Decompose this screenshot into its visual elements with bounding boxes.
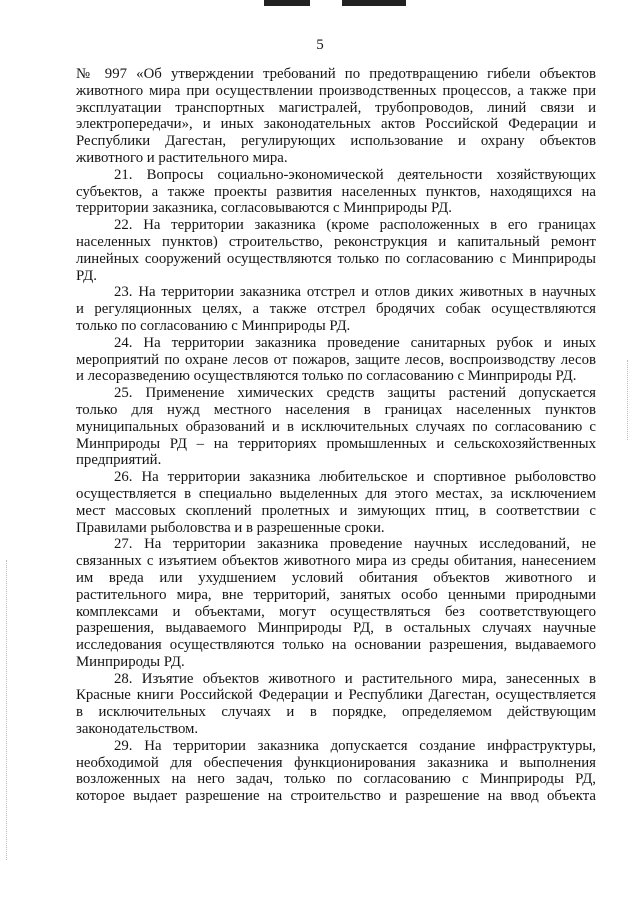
text-line: растительного мира, вне территорий, занятых особо ценными природными: [76, 586, 596, 603]
text-line: муниципальных образований и в исключительных случаях по согласованию с: [76, 418, 596, 435]
text-line: и лесоразведению осуществляются только по согласованию с Минприроды РД.: [76, 368, 577, 385]
text-line: № 997 «Об утверждении требований по предотвращению гибели объектов: [76, 66, 596, 82]
text-line: 23. На территории заказника отстрел и отлов диких животных в научных: [114, 284, 596, 301]
text-line: возложенных на него задач, только по согласованию с Минприроды РД,: [76, 771, 596, 788]
paragraph-25: [76, 385, 596, 469]
text-line: населенных пунктов) строительство, реконструкция и капитальный ремонт: [76, 233, 596, 250]
text-line: 29. На территории заказника допускается создание инфраструктуры,: [114, 737, 596, 754]
text-line: осуществляется в специально выделенных для этого местах, за исключением: [76, 485, 596, 502]
paragraph: [76, 66, 596, 167]
text-line: исследования осуществляются только на основании разрешения, выдаваемого: [76, 637, 596, 654]
scan-mark: [264, 0, 310, 6]
paragraph-27: [76, 536, 596, 670]
text-line: Минприроды РД – на территориях промышленных и сельскохозяйственных: [76, 435, 596, 452]
text-line: Республики Дагестан, регулирующих использование и охрану объектов: [76, 133, 596, 150]
paragraph-22: [76, 217, 596, 284]
scan-margin-marks: [627, 360, 634, 440]
text-line: электропередачи», и иных законодательных актов Российской Федерации и: [76, 116, 596, 133]
scan-mark: [342, 0, 406, 6]
paragraph-23: [76, 284, 596, 334]
text-line: только для нужд местного населения в границах населенных пунктов: [76, 401, 596, 418]
text-line: Минприроды РД.: [76, 653, 185, 670]
paragraph-29: [76, 738, 596, 805]
text-line: 26. На территории заказника любительское и спортивное рыболовство: [114, 469, 596, 486]
text-line: связанных с изъятием объектов животного мира из среды обитания, нанесением: [76, 553, 596, 570]
text-line: мест массовых скоплений пролетных и зимующих птиц, в соответствии с: [76, 502, 596, 519]
text-line: им вреда или ухудшением условий обитания объектов животного и: [76, 569, 596, 586]
text-line: разрешения, выдаваемого Минприроды РД, в остальных случаях научные: [76, 620, 596, 637]
text-line: РД.: [76, 267, 97, 284]
text-line: 21. Вопросы социально-экономической деятельности хозяйствующих: [114, 166, 596, 183]
text-line: территории заказника, согласовываются с Минприроды РД.: [76, 200, 452, 217]
text-line: только по согласованию с Минприроды РД.: [76, 317, 351, 334]
paragraph-24: [76, 335, 596, 385]
paragraph-21: [76, 167, 596, 217]
paragraph-26: [76, 469, 596, 536]
text-line: комплексами и объектами, могут осуществляться без соответствующего: [76, 603, 596, 620]
text-line: животного мира при осуществлении производственных процессов, а также при: [76, 82, 596, 99]
text-line: Красные книги Российской Федерации и Республики Дагестан, осуществляется: [76, 687, 596, 704]
text-line: 25. Применение химических средств защиты растений допускается: [114, 385, 596, 402]
text-line: в исключительных случаях и в порядке, определяемом действующим: [76, 704, 596, 721]
text-line: необходимой для обеспечения функционирования заказника и выполнения: [76, 754, 596, 771]
text-line: 22. На территории заказника (кроме расположенных в его границах: [114, 217, 596, 234]
text-line: 27. На территории заказника проведение научных исследований, не: [114, 536, 596, 553]
text-line: которое выдает разрешение на строительство и разрешение на ввод объекта: [76, 788, 596, 805]
text-line: линейных сооружений осуществляются только по согласованию с Минприроды: [76, 250, 596, 267]
paragraph-28: [76, 671, 596, 738]
text-line: 28. Изъятие объектов животного и растительного мира, занесенных в: [114, 670, 596, 687]
text-line: эксплуатации транспортных магистралей, трубопроводов, линий связи и: [76, 99, 596, 116]
page-number: 5: [316, 37, 324, 53]
text-line: Правилами рыболовства и в разрешенные сроки.: [76, 519, 385, 536]
text-line: субъектов, а также проекты развития населенных пунктов, находящихся на: [76, 183, 596, 200]
text-line: предприятий.: [76, 452, 162, 469]
text-line: животного и растительного мира.: [76, 149, 288, 166]
scan-margin-marks: [6, 560, 13, 860]
text-line: 24. На территории заказника проведение санитарных рубок и иных: [114, 334, 596, 351]
text-line: мероприятий по охране лесов от пожаров, защите лесов, воспроизводству лесов: [76, 351, 596, 368]
document-text: [76, 66, 596, 805]
text-line: законодательством.: [76, 721, 199, 738]
text-line: и регуляционных целях, а также отстрел бродячих собак осуществляются: [76, 301, 596, 318]
